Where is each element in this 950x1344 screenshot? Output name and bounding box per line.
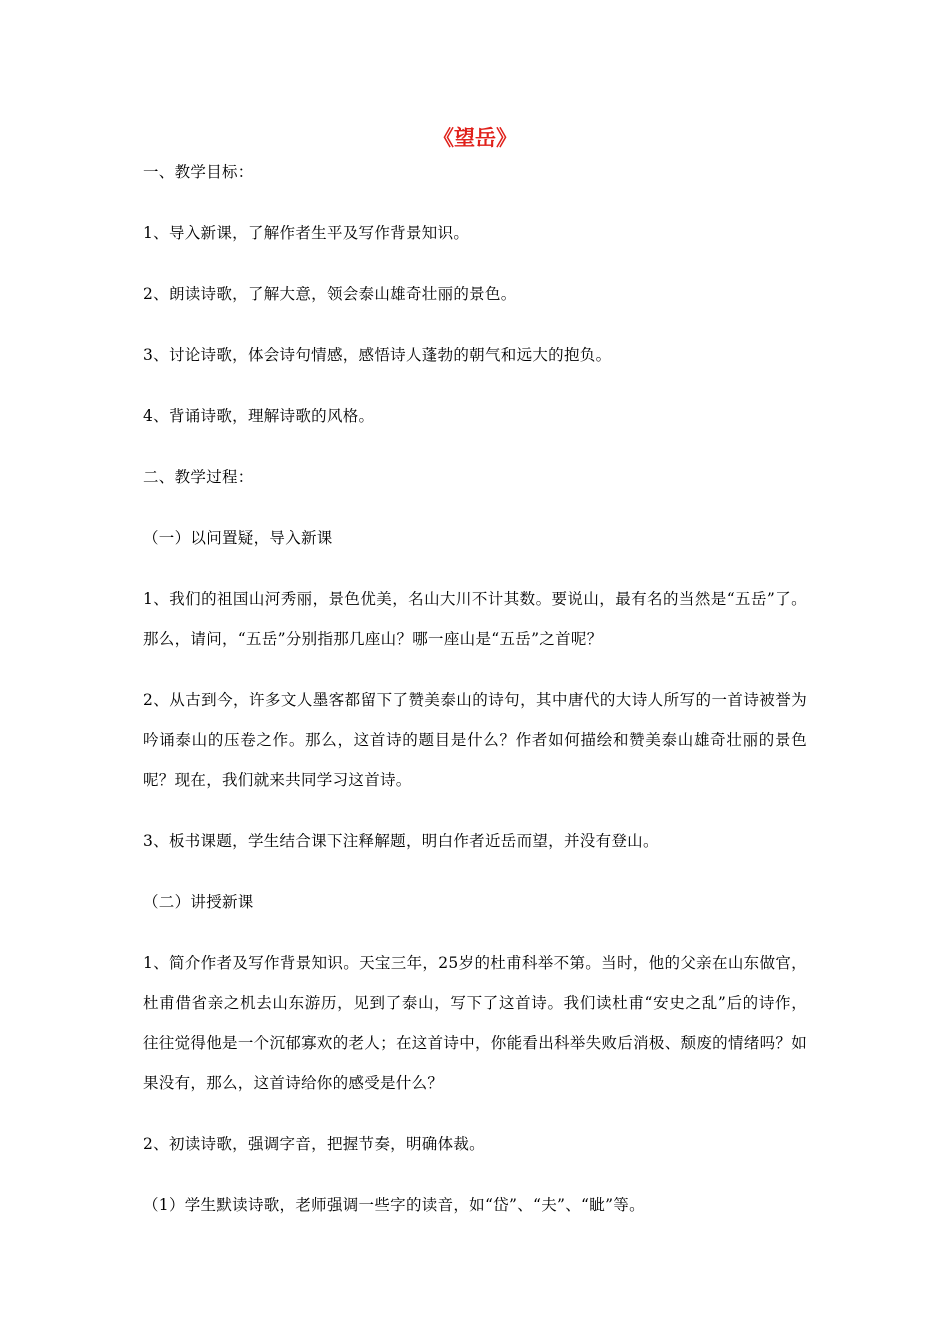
section-heading-objectives: 一、教学目标： xyxy=(143,163,254,181)
subsection-heading-intro: （一）以问置疑，导入新课 xyxy=(143,529,333,547)
objective-item-2: 2、朗读诗歌，了解大意，领会泰山雄奇壮丽的景色。 xyxy=(143,285,517,303)
document-body xyxy=(143,152,807,1246)
lecture-paragraph-1: 1、简介作者及写作背景知识。天宝三年，25岁的杜甫科举不第。当时，他的父亲在山东做官，杜甫借省亲之机去山东游历，见到了泰山，写下了这首诗。我们读杜甫“安史之乱”后的诗作，往往觉得他是一个沉郁寡欢的老人；在这首诗中，你能看出科举失败后消极、颓废的情绪吗？如果没有，那么，这首诗给你的感受是什么？ xyxy=(143,954,807,1092)
objective-item-3: 3、讨论诗歌，体会诗句情感，感悟诗人蓬勃的朝气和远大的抱负。 xyxy=(143,346,612,364)
process-paragraph-2: 2、从古到今，许多文人墨客都留下了赞美泰山的诗句，其中唐代的大诗人所写的一首诗被誉为吟诵泰山的压卷之作。那么，这首诗的题目是什么？作者如何描绘和赞美泰山雄奇壮丽的景色呢？现在，我们就来共同学习这首诗。 xyxy=(143,691,807,789)
subsection-heading-lecture: （二）讲授新课 xyxy=(143,893,254,911)
objective-item-4: 4、背诵诗歌，理解诗歌的风格。 xyxy=(143,407,375,425)
objective-item-1: 1、导入新课，了解作者生平及写作背景知识。 xyxy=(143,224,470,242)
process-paragraph-1: 1、我们的祖国山河秀丽，景色优美，名山大川不计其数。要说山，最有名的当然是“五岳”了。那么，请问，“五岳”分别指那几座山？哪一座山是“五岳”之首呢？ xyxy=(143,590,807,648)
section-heading-process: 二、教学过程： xyxy=(143,468,254,486)
process-paragraph-3: 3、板书课题，学生结合课下注释解题，明白作者近岳而望，并没有登山。 xyxy=(143,832,659,850)
document-title: 《望岳》 xyxy=(433,126,517,150)
lecture-paragraph-3: （1）学生默读诗歌，老师强调一些字的读音，如“岱”、“夫”、“眦”等。 xyxy=(143,1196,645,1214)
lecture-paragraph-2: 2、初读诗歌，强调字音，把握节奏，明确体裁。 xyxy=(143,1135,485,1153)
